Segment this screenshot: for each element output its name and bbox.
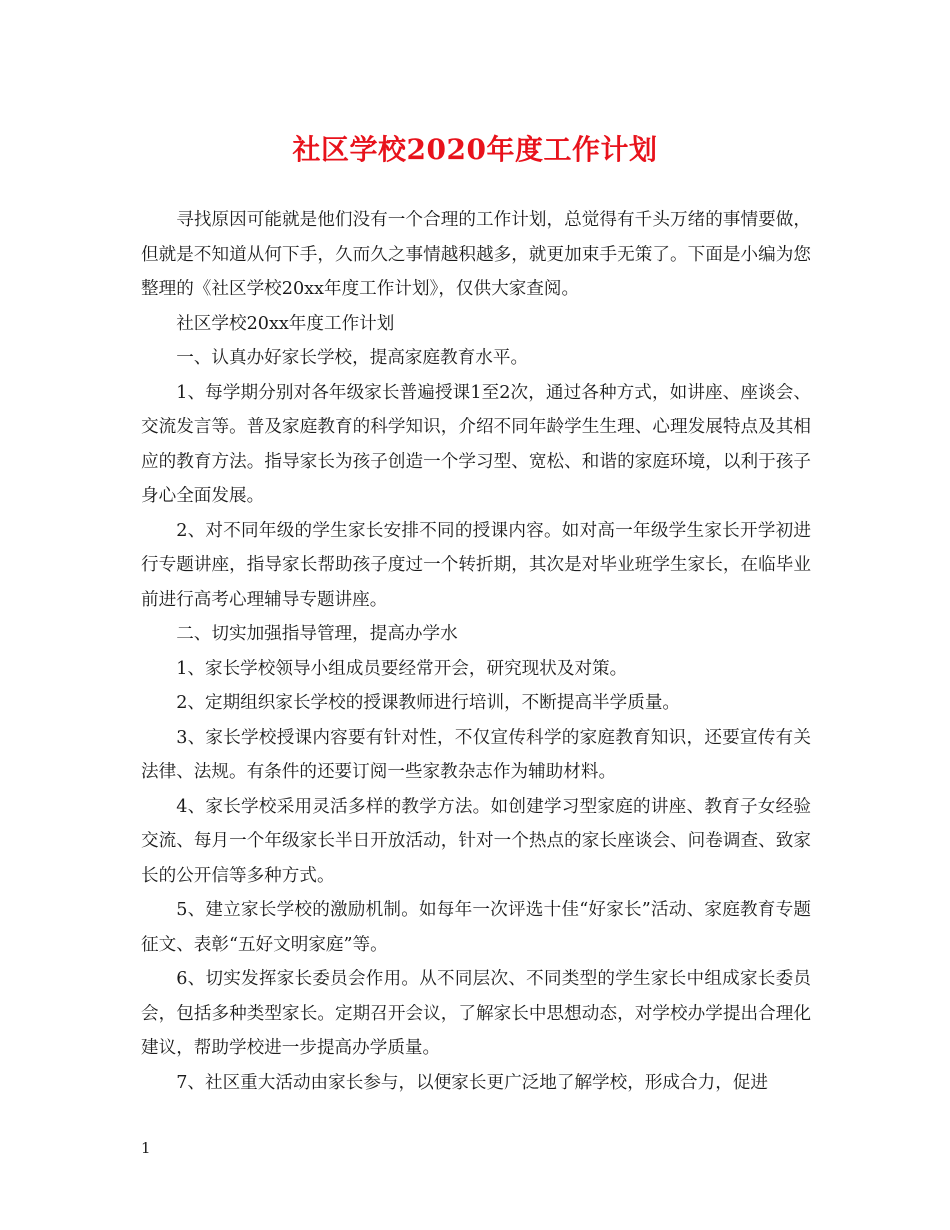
- paragraph-item: 2、定期组织家长学校的授课教师进行培训，不断提高半学质量。: [176, 693, 681, 713]
- document-title: 社区学校2020年度工作计划: [292, 133, 658, 166]
- paragraph-item: 3、家长学校授课内容要有针对性，不仅宣传科学的家庭教育知识，还要宣传有关法律、法规。有条件的还要订阅一些家教杂志作为辅助材料。: [141, 727, 811, 782]
- paragraph-item: 6、切实发挥家长委员会作用。从不同层次、不同类型的学生家长中组成家长委员会，包括多种类型家长。定期召开会议，了解家长中思想动态，对学校办学提出合理化建议，帮助学校进一步提高办学质量。: [141, 969, 811, 1058]
- paragraph-subtitle: 社区学校20xx年度工作计划: [176, 313, 395, 334]
- paragraph-item: 1、每学期分别对各年级家长普遍授课1至2次，通过各种方式，如讲座、座谈会、交流发言等。普及家庭教育的科学知识，介绍不同年龄学生生理、心理发展特点及其相应的教育方法。指导家长为孩子创造一个学习型、宽松、和谐的家庭环境，以利于孩子身心全面发展。: [141, 382, 811, 506]
- document-body: [141, 203, 811, 1100]
- paragraph-item: 4、家长学校采用灵活多样的教学方法。如创建学习型家庭的讲座、教育子女经验交流、每月一个年级家长半日开放活动，针对一个热点的家长座谈会、问卷调查、致家长的公开信等多种方式。: [141, 796, 811, 886]
- paragraph-item: 5、建立家长学校的激励机制。如每年一次评选十佳“好家长”活动、家庭教育专题征文、表彰“五好文明家庭”等。: [141, 900, 811, 955]
- section-heading-1: 一、认真办好家长学校，提高家庭教育水平。: [176, 348, 529, 368]
- page-number: 1: [141, 1139, 151, 1157]
- paragraph-intro: 寻找原因可能就是他们没有一个合理的工作计划，总觉得有千头万绪的事情要做，但就是不知道从何下手，久而久之事情越积越多，就更加束手无策了。下面是小编为您整理的《社区学校20xx年度工作计划》，仅供大家查阅。: [141, 210, 811, 299]
- section-heading-2: 二、切实加强指导管理，提高办学水: [176, 624, 458, 644]
- paragraph-item: 7、社区重大活动由家长参与，以便家长更广泛地了解学校，形成合力，促进: [176, 1072, 768, 1093]
- paragraph-item: 2、对不同年级的学生家长安排不同的授课内容。如对高一年级学生家长开学初进行专题讲座，指导家长帮助孩子度过一个转折期，其次是对毕业班学生家长，在临毕业前进行高考心理辅导专题讲座。: [141, 520, 811, 610]
- paragraph-item: 1、家长学校领导小组成员要经常开会，研究现状及对策。: [176, 658, 628, 679]
